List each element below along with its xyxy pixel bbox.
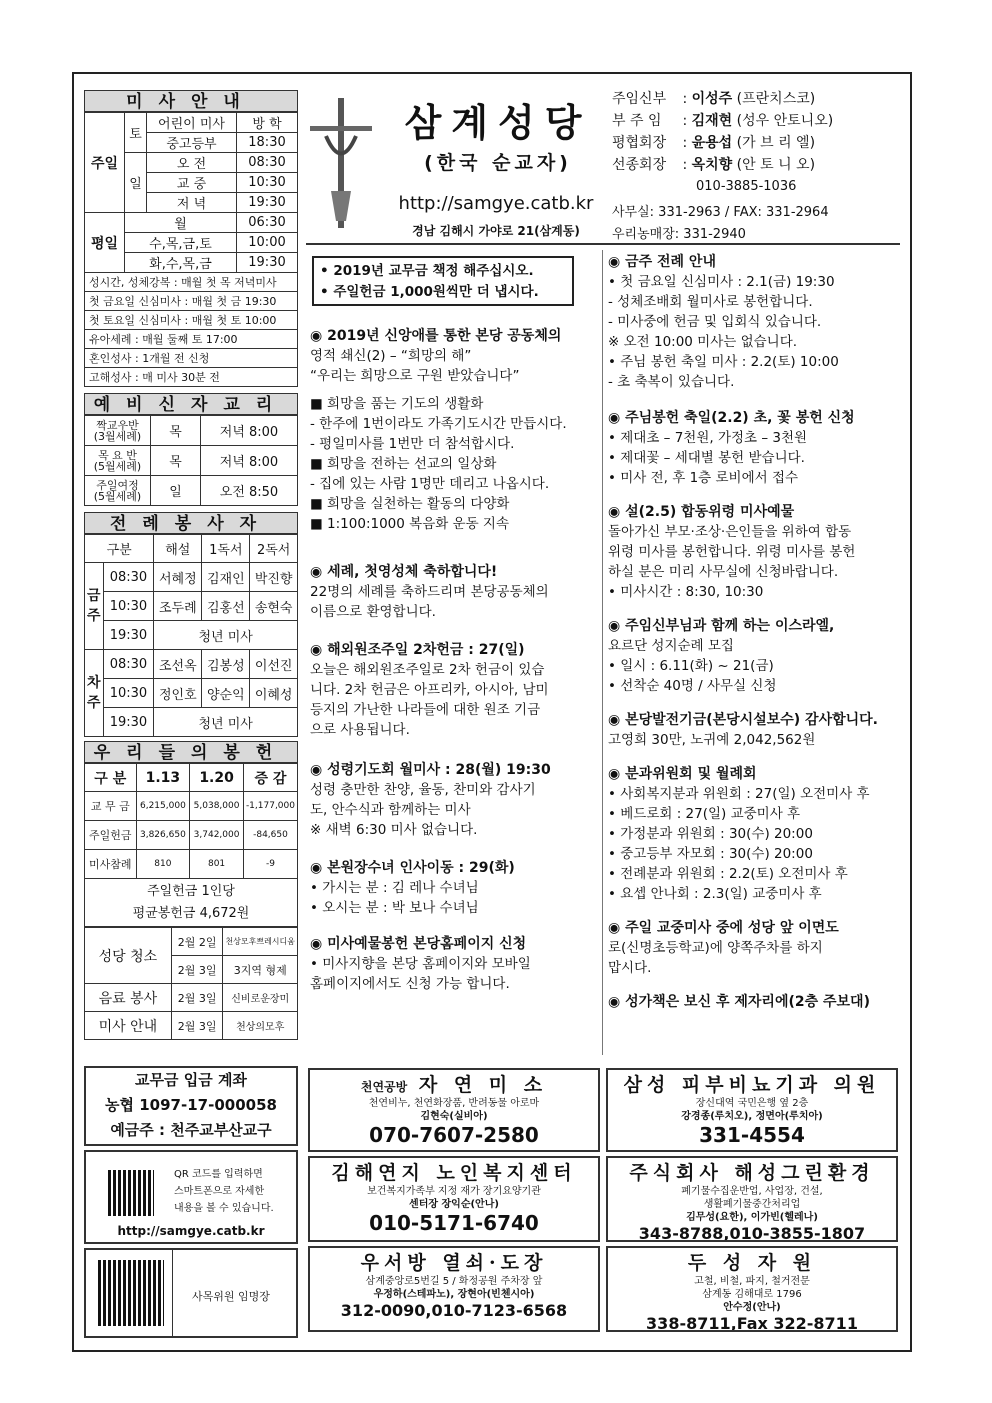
section-title: ◉ 주님봉헌 축일(2.2) 초, 꽃 봉헌 신청: [608, 410, 855, 426]
mass-name: 저 녁: [147, 193, 237, 213]
duty-date: 2월 3일: [171, 1012, 223, 1040]
duty-label: 성당 청소: [85, 928, 172, 984]
mass-note: 첫 토요일 신심미사 : 매월 첫 토 10:00: [84, 311, 298, 330]
section-title: ◉ 설(2.5) 합동위령 미사예물: [608, 504, 795, 520]
lit-header: 해설: [154, 535, 202, 563]
section-line: 로(신명초등학교)에 양쪽주차를 하지: [608, 940, 823, 956]
duty-table: [84, 927, 298, 1040]
cat-class: [85, 476, 151, 506]
section-title: ◉ 분과위원회 및 월례회: [608, 766, 757, 782]
section-line: 돌아가신 부모·조상·은인들을 위하여 합동: [608, 524, 852, 540]
section-title: ◉ 미사예물봉헌 본당홈페이지 신청: [310, 936, 527, 952]
section-title: ◉ 성령기도회 월미사 : 28(월) 19:30: [310, 762, 551, 778]
ad-phone: 312-0090,010-7123-6568: [340, 1301, 568, 1320]
left-column: [84, 90, 298, 1040]
lit-cell: 박진향: [250, 563, 298, 592]
staff-role: 평협회장: [612, 135, 667, 151]
ad-phone: 010-5171-6740: [369, 1211, 539, 1235]
ad-phone: 070-7607-2580: [369, 1123, 539, 1147]
cat-day: 일: [151, 476, 201, 506]
notice-section: [608, 992, 904, 1012]
off-per2: 평균봉헌금 4,672원: [132, 905, 250, 921]
ad-owner: 김무성(요한), 이가빈(헬레나): [686, 1212, 818, 1223]
off-header: 1.13: [136, 764, 190, 792]
column-divider: [602, 250, 603, 1055]
pastoral-box: [84, 1248, 298, 1338]
ad-phone: 343-8788,010-3855-1807: [638, 1224, 866, 1242]
farm-phone: 우리농매장: 331-2940: [612, 227, 746, 242]
ad-owner: 김현숙(실비아): [420, 1111, 488, 1122]
lit-cell: 조선옥: [154, 650, 202, 679]
staff-role: 선종회장: [612, 157, 667, 173]
mass-note: 첫 금요일 신심미사 : 매월 첫 금 19:30: [84, 292, 298, 311]
cat-time: 저녁 8:00: [201, 446, 298, 476]
section-title: ◉ 해외원조주일 2차헌금 : 27(일): [310, 642, 525, 658]
section-line: - 평일미사를 1번만 더 참석합시다.: [310, 436, 515, 452]
section-line: • 첫 금요일 신심미사 : 2.1(금) 19:30: [608, 274, 835, 290]
notice-section: [310, 934, 600, 994]
mass-time: 방 학: [237, 113, 298, 133]
section-title: ◉ 성가책은 보신 후 제자리에(2층 주보대): [608, 994, 870, 1010]
staff-row: 평협회장 : 윤용섭 (가 브 리 엘): [612, 132, 833, 154]
notice-section: [608, 918, 904, 978]
staff-extra: (프란치스코): [736, 91, 816, 107]
section-line: - 초 축복이 있습니다.: [608, 374, 735, 390]
section-line: 으로 사용됩니다.: [310, 722, 410, 738]
ad-title: 김해연지 노인복지센터: [331, 1162, 577, 1184]
ad-box: [308, 1246, 600, 1332]
lit-cell: 김홍선: [202, 592, 250, 621]
lit-header: 2독서: [250, 535, 298, 563]
section-line: - 집에 있는 사람 1명만 데리고 나옵시다.: [310, 476, 550, 492]
off-average: [85, 879, 298, 927]
section-line: • 중고등부 자모회 : 30(수) 20:00: [608, 846, 813, 862]
mass-name: 어린이 미사: [147, 113, 237, 133]
section-line: “우리는 희망으로 구원 받았습니다”: [310, 368, 520, 384]
section-line: 고영희 30만, 노귀예 2,042,562원: [608, 732, 816, 748]
ad-pre: 천연공방: [360, 1080, 408, 1094]
ad-phone: 331-4554: [699, 1123, 805, 1147]
lit-cell: 서혜정: [154, 563, 202, 592]
section-line: • 미사시간 : 8:30, 10:30: [608, 584, 764, 600]
section-line: • 일시 : 6.11(화) ~ 21(금): [608, 658, 774, 674]
lit-cell: 이선진: [250, 650, 298, 679]
ad-owner: 센터장 장익순(안나): [409, 1199, 499, 1210]
duty-label: 미사 안내: [85, 1012, 172, 1040]
cat-time: 오전 8:50: [201, 476, 298, 506]
section-line: - 성체조배회 월미사로 봉헌합니다.: [608, 294, 813, 310]
church-address: 경남 김해시 가야로 21(삼계동): [412, 224, 580, 238]
lit-header: 1독서: [202, 535, 250, 563]
lit-cell: 김봉성: [202, 650, 250, 679]
ad-title: 주식회사 해성그린환경: [629, 1162, 875, 1184]
section-line: ■ 1:100:1000 복음화 운동 지속: [310, 516, 510, 532]
ad-name: [310, 1158, 598, 1185]
staff-list: [612, 88, 833, 246]
notice-box: [312, 256, 574, 306]
section-line: 성령 충만한 찬양, 율동, 찬미와 감사기: [310, 782, 536, 798]
qr-line: QR 코드를 입력하면: [174, 1169, 263, 1180]
bank-holder: 예금주 : 천주교부산교구: [110, 1121, 272, 1139]
qr-code[interactable]: [108, 1170, 154, 1216]
sat-label: 토: [125, 113, 147, 153]
mass-name: 수,목,금,토: [125, 233, 237, 253]
middle-sections: [310, 326, 600, 1008]
section-line: 이름으로 환영합니다.: [310, 604, 436, 620]
section-line: • 요셉 안나회 : 2.3(일) 교중미사 후: [608, 886, 822, 902]
pastoral-qr-code[interactable]: [98, 1260, 164, 1326]
off-label: 주일헌금: [85, 821, 137, 850]
section-line: 맙시다.: [608, 960, 652, 976]
ad-desc: 삼계중앙로5번길 5 / 화정공원 주차장 앞: [365, 1276, 543, 1287]
section-line: 니다. 2차 헌금은 아프리카, 아시아, 남미: [310, 682, 549, 698]
duty-who: 3지역 형제: [223, 956, 298, 984]
off-cell: 5,038,000: [190, 792, 244, 821]
section-line: 위령 미사를 봉헌합니다. 위령 미사를 봉헌: [608, 544, 856, 560]
off-cell: 3,826,650: [136, 821, 190, 850]
notice-line: • 2019년 교무금 책정 해주십시오.: [320, 263, 534, 279]
qr-line: 내용을 볼 수 있습니다.: [174, 1203, 274, 1214]
notice-section: [608, 764, 904, 904]
ad-box: [606, 1246, 898, 1332]
mass-time: 10:30: [237, 173, 298, 193]
ad-title: 자 연 미 소: [418, 1074, 548, 1096]
ad-owner: 강경종(루치오), 정면아(루치아): [681, 1111, 823, 1122]
mass-title: 미사안내: [84, 90, 298, 112]
off-header: 구 분: [85, 764, 137, 792]
section-line: 오늘은 해외원조주일로 2차 헌금이 있습: [310, 662, 545, 678]
section-line: 영적 쇄신(2) – “희망의 해”: [310, 348, 472, 364]
right-sections: [608, 252, 904, 1022]
section-line: 홈페이지에서도 신청 가능 합니다.: [310, 976, 510, 992]
ad-box: [606, 1068, 898, 1152]
staff-role: 주임신부: [612, 91, 667, 107]
off-cell: -1,177,000: [243, 792, 297, 821]
church-subtitle: (한국 순교자): [424, 152, 572, 174]
cat-day: 목: [151, 416, 201, 446]
section-line: • 사회복지분과 위원회 : 27(일) 오전미사 후: [608, 786, 870, 802]
ad-title: 삼성 피부비뇨기과 의원: [623, 1074, 881, 1096]
section-line: 도, 안수식과 함께하는 미사: [310, 802, 471, 818]
mass-time: 19:30: [237, 193, 298, 213]
catechumen-table: [84, 415, 298, 506]
ad-name: [608, 1248, 896, 1275]
mass-name: 교 중: [147, 173, 237, 193]
section-line: • 미사지향을 본당 홈페이지와 모바일: [310, 956, 531, 972]
section-title: ◉ 본원장수녀 인사이동 : 29(화): [310, 860, 515, 876]
header-divider: [306, 243, 900, 245]
lit-time: 19:30: [103, 708, 154, 737]
office-phone: 사무실: 331-2963 / FAX: 331-2964: [612, 205, 829, 220]
off-label: 미사참례: [85, 850, 137, 879]
bank-account: 농협 1097-17-000058: [105, 1096, 277, 1114]
ad-owner: 우정하(스테파노), 장현아(빈첸시아): [373, 1289, 535, 1300]
lit-time: 08:30: [103, 563, 154, 592]
section-line: 22명의 세례를 축하드리며 본당공동체의: [310, 584, 549, 600]
cat-name: 목 요 반: [98, 448, 137, 462]
mass-time: 19:30: [237, 253, 298, 273]
duty-label: 음료 봉사: [85, 984, 172, 1012]
cat-sub: (5월세례): [93, 459, 142, 473]
ad-title: 우서방 열쇠·도장: [360, 1252, 548, 1274]
liturgy-title: 전례봉사자: [84, 512, 298, 534]
mass-name: 중고등부: [147, 133, 237, 153]
duty-date: 2월 2일: [171, 928, 223, 956]
off-header: 1.20: [190, 764, 244, 792]
off-cell: -9: [243, 850, 297, 879]
lit-cell: 조두례: [154, 592, 202, 621]
mass-name: 화,수,목,금: [125, 253, 237, 273]
ad-box: [308, 1068, 600, 1152]
ad-box: [308, 1156, 600, 1242]
off-cell: 810: [136, 850, 190, 879]
lit-youth: 청년 미사: [154, 621, 298, 650]
notice-section: [310, 640, 600, 740]
lit-cell: 정인호: [154, 679, 202, 708]
ad-box: [606, 1156, 898, 1242]
section-line: - 미사중에 헌금 및 입회식 있습니다.: [608, 314, 822, 330]
section-line: ■ 희망을 전하는 선교의 일상화: [310, 456, 497, 472]
mass-time: 10:00: [237, 233, 298, 253]
notice-section: [608, 710, 904, 750]
week-label: 평일: [85, 213, 125, 273]
bank-title: 교무금 입금 계좌: [135, 1071, 247, 1089]
mass-name: 오 전: [147, 153, 237, 173]
sunday-label: 일: [125, 153, 147, 213]
staff-extra: (성우 안토니오): [736, 113, 834, 129]
mass-table: [84, 112, 298, 273]
qr-url[interactable]: http://samgye.catb.kr: [117, 1224, 265, 1238]
ad-desc: 보건복지가족부 지정 재가 장기요양기관: [367, 1186, 541, 1197]
cat-name: 주일여정: [96, 478, 139, 492]
duty-date: 2월 3일: [171, 984, 223, 1012]
duty-who: 천상모후쁘레시디움: [223, 928, 298, 956]
offering-table: [84, 763, 298, 927]
staff-extra: (안 토 니 오): [736, 157, 816, 173]
ad-owner: 안수정(안나): [723, 1302, 781, 1313]
notice-section: [608, 408, 904, 488]
section-line: ■ 희망을 실천하는 활동의 다양화: [310, 496, 510, 512]
offering-title: 우리들의봉헌: [84, 741, 298, 763]
section-line: • 전례분과 위원회 : 2.2(토) 오전미사 후: [608, 866, 848, 882]
off-cell: 6,215,000: [136, 792, 190, 821]
mass-note: 고해성사 : 매 미사 30분 전: [84, 368, 298, 387]
lit-youth: 청년 미사: [154, 708, 298, 737]
off-header: 증 감: [243, 764, 297, 792]
staff-extra: (가 브 리 엘): [736, 135, 816, 151]
cat-sub: (3월세례): [93, 429, 142, 443]
section-title: ◉ 2019년 신앙애를 통한 본당 공동체의: [310, 328, 562, 344]
bank-box: [84, 1066, 298, 1146]
section-line: • 제대초 – 7천원, 가정초 – 3천원: [608, 430, 808, 446]
lit-time: 08:30: [103, 650, 154, 679]
section-line: • 제대꽃 – 세대별 봉헌 받습니다.: [608, 450, 805, 466]
section-line: 요르단 성지순례 모집: [608, 638, 734, 654]
staff-name: 이성주: [691, 91, 733, 107]
section-title: ◉ 세례, 첫영성체 축하합니다!: [310, 564, 498, 580]
ad-title: 두 성 자 원: [687, 1252, 817, 1274]
section-line: • 선착순 40명 / 사무실 신청: [608, 678, 777, 694]
notice-section: [608, 502, 904, 602]
off-per1: 주일헌금 1인당: [147, 883, 235, 899]
notice-section: [310, 326, 600, 534]
cat-sub: (5월세례): [93, 489, 142, 503]
notice-section: [608, 616, 904, 696]
cat-day: 목: [151, 446, 201, 476]
ad-name: [608, 1070, 896, 1097]
staff-name: 윤용섭: [691, 135, 733, 151]
mass-time: 18:30: [237, 133, 298, 153]
ad-name: [310, 1070, 598, 1097]
section-line: ※ 새벽 6:30 미사 없습니다.: [310, 822, 478, 838]
qr-line: 스마트폰으로 자세한: [174, 1186, 265, 1197]
section-line: • 가시는 분 : 김 레나 수녀님: [310, 880, 479, 896]
ad-name: [310, 1248, 598, 1275]
staff-name: 김재현: [691, 113, 733, 129]
lit-time: 19:30: [103, 621, 154, 650]
section-line: - 한주에 1번이라도 가족기도시간 만듭시다.: [310, 416, 567, 432]
notice-section: [310, 858, 600, 918]
staff-row: 주임신부 : 이성주 (프란치스코): [612, 88, 833, 110]
ad-desc: 고철, 비철, 파지, 철거전문: [694, 1276, 810, 1287]
mass-time: 08:30: [237, 153, 298, 173]
lit-cell: 이혜성: [250, 679, 298, 708]
mass-name: 월: [125, 213, 237, 233]
section-line: • 미사 전, 후 1층 로비에서 접수: [608, 470, 799, 486]
qr-text: [174, 1166, 274, 1217]
ad-desc: 삼계동 김해대로 1796: [702, 1289, 802, 1300]
staff-name: 옥치향: [691, 157, 733, 173]
liturgy-table: [84, 534, 298, 737]
ad-desc: 생활폐기물중간처리업: [703, 1199, 801, 1210]
lit-cell: 김재인: [202, 563, 250, 592]
off-cell: -84,650: [243, 821, 297, 850]
cat-class: [85, 416, 151, 446]
staff-row: 부 주 임 : 김재현 (성우 안토니오): [612, 110, 833, 132]
ad-desc: 천연비누, 천연화장품, 반려동물 아로마: [368, 1098, 540, 1109]
off-cell: 3,742,000: [190, 821, 244, 850]
lit-cell: 송현숙: [250, 592, 298, 621]
lit-header: 구분: [85, 535, 154, 563]
section-title: ◉ 주일 교중미사 중에 성당 앞 이면도: [608, 920, 839, 936]
section-title: ◉ 본당발전기금(본당시설보수) 감사합니다.: [608, 712, 878, 728]
mass-time: 06:30: [237, 213, 298, 233]
section-line: 하실 분은 미리 사무실에 신청바랍니다.: [608, 564, 839, 580]
notice-section: [608, 252, 904, 392]
section-line: • 주님 봉헌 축일 미사 : 2.2(토) 10:00: [608, 354, 839, 370]
section-line: • 오시는 분 : 박 보나 수녀님: [310, 900, 479, 916]
section-title: ◉ 금주 전례 안내: [608, 254, 716, 270]
cat-class: [85, 446, 151, 476]
notice-section: [310, 760, 600, 840]
pastoral-label: 사목위원 임명장: [192, 1290, 270, 1303]
staff-phone: 010-3885-1036: [696, 179, 797, 194]
ad-name: [608, 1158, 896, 1185]
staff-role: 부 주 임: [612, 113, 662, 129]
duty-who: 천상의모후: [223, 1012, 298, 1040]
qr-box: [84, 1150, 298, 1244]
section-line: ■ 희망을 품는 기도의 생활화: [310, 396, 484, 412]
section-line: 등지의 가난한 나라들에 대한 원조 기금: [310, 702, 541, 718]
section-title: ◉ 주임신부님과 함께 하는 이스라엘,: [608, 618, 835, 634]
lit-time: 10:30: [103, 679, 154, 708]
off-cell: 801: [190, 850, 244, 879]
duty-who: 신비로운장미: [223, 984, 298, 1012]
lit-group-this-week: 금주: [85, 563, 104, 650]
cat-name: 짝교우반: [96, 418, 139, 432]
mass-note: 성시간, 성체강복 : 매월 첫 목 저녁미사: [84, 273, 298, 292]
lit-cell: 양순익: [202, 679, 250, 708]
sun-label: 주일: [85, 113, 125, 213]
section-line: ※ 오전 10:00 미사는 없습니다.: [608, 334, 798, 350]
lit-time: 10:30: [103, 592, 154, 621]
duty-date: 2월 3일: [171, 956, 223, 984]
catechumen-title: 예비신자교리: [84, 393, 298, 415]
church-url[interactable]: http://samgye.catb.kr: [398, 193, 594, 214]
ad-desc: 폐기물수집운반업, 사업장, 건설,: [681, 1186, 823, 1197]
notice-section: [310, 562, 600, 622]
cross-sword-logo: [306, 96, 376, 231]
ad-phone: 338-8711,Fax 322-8711: [646, 1314, 858, 1332]
church-title: 삼계성당: [404, 100, 592, 145]
section-line: • 가정분과 위원회 : 30(수) 20:00: [608, 826, 813, 842]
lit-group-next-week: 차주: [85, 650, 104, 737]
mass-note: 혼인성사 : 1개월 전 신청: [84, 349, 298, 368]
section-line: [310, 386, 600, 394]
ad-desc: 장신대역 국민은행 옆 2층: [695, 1098, 809, 1109]
notice-line: • 주일헌금 1,000원씩만 더 냅시다.: [320, 284, 539, 300]
section-line: • 베드로회 : 27(일) 교중미사 후: [608, 806, 801, 822]
staff-row: 선종회장 : 옥치향 (안 토 니 오): [612, 154, 833, 176]
cat-time: 저녁 8:00: [201, 416, 298, 446]
off-label: 교 무 금: [85, 792, 137, 821]
mass-note: 유아세례 : 매월 둘째 토 17:00: [84, 330, 298, 349]
